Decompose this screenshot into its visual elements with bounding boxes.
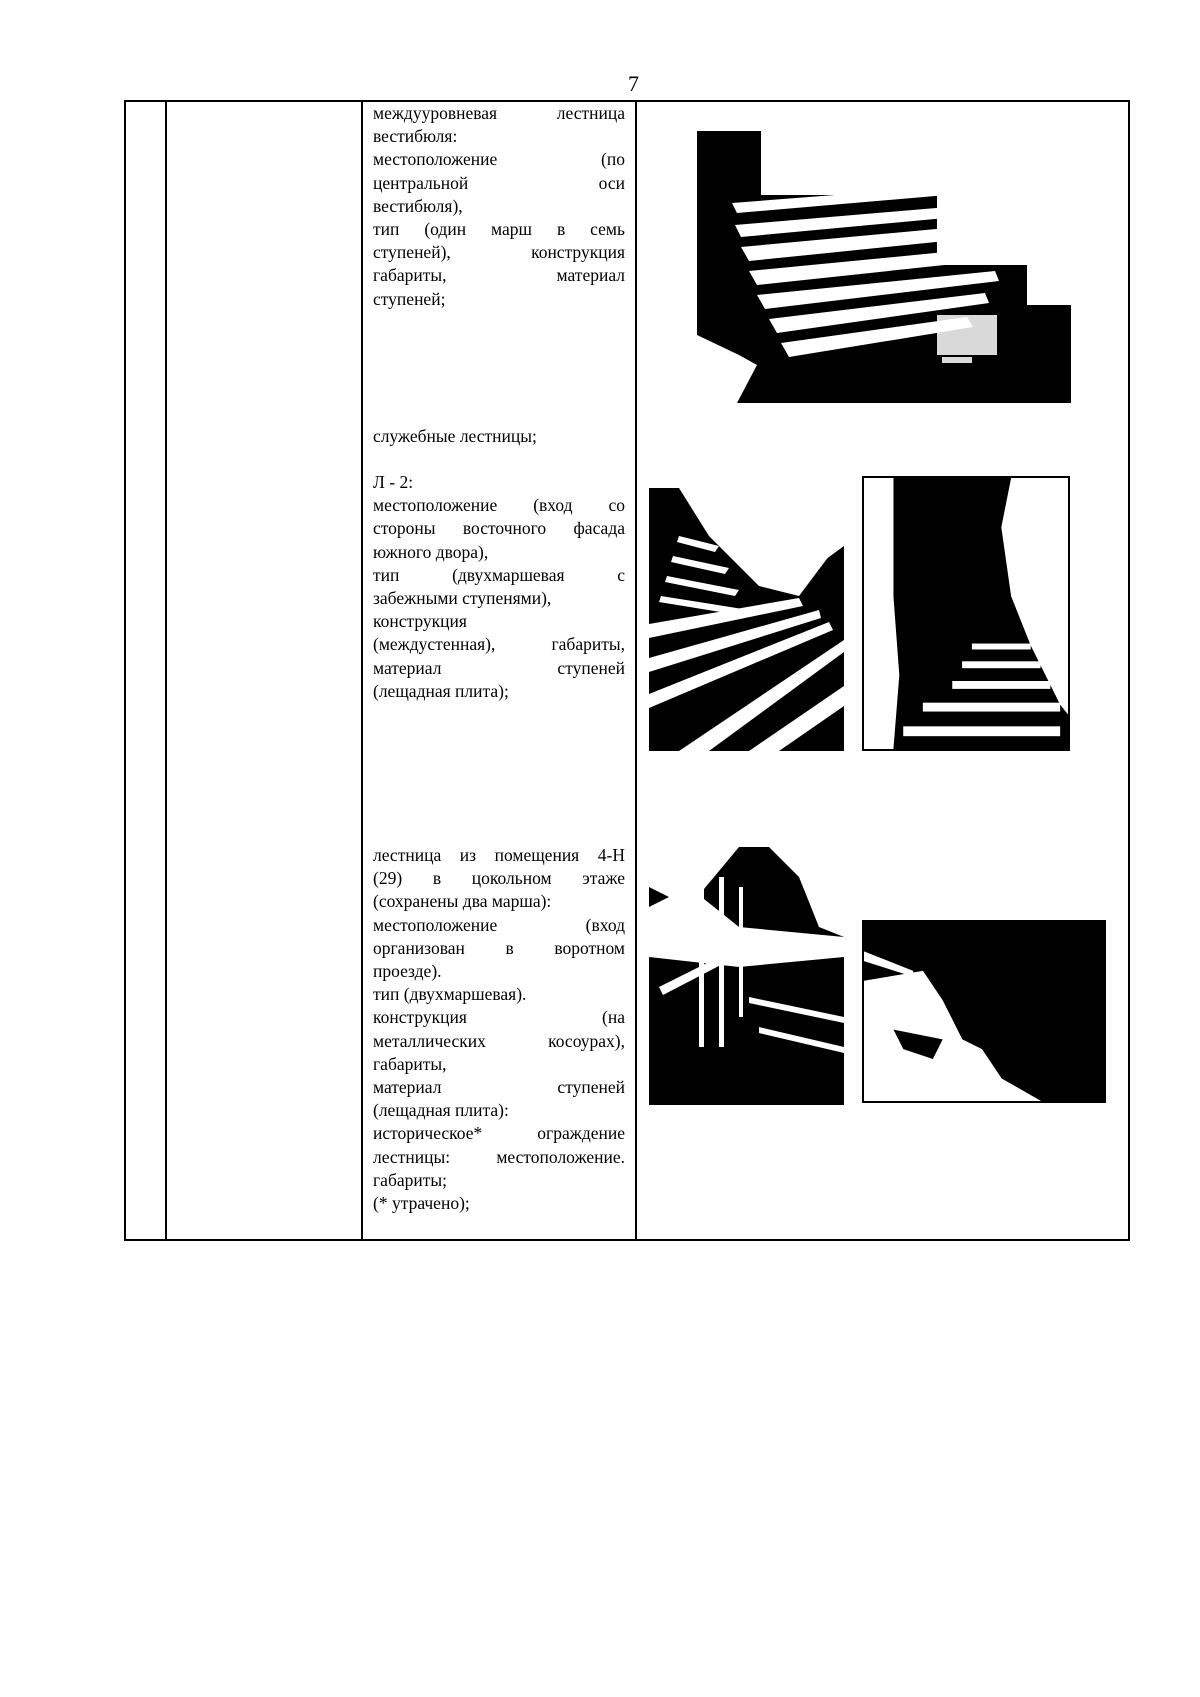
text-line: лестницы: местоположение. — [373, 1146, 625, 1167]
text-line: конструкция (на — [373, 1007, 625, 1028]
photo-vestibule-stair — [697, 125, 1071, 403]
photo-room-stair-right — [862, 920, 1106, 1103]
text-line: ступеней), конструкция — [373, 242, 625, 263]
text-line: стороны восточного фасада — [373, 518, 625, 539]
service-stairs-heading — [373, 425, 625, 448]
column-divider-1 — [165, 100, 167, 1241]
photo-l2-stair-right — [862, 476, 1070, 751]
text-line: габариты, материал — [373, 265, 625, 286]
page-number: 7 — [628, 71, 639, 96]
text-line: (29) в цокольном этаже — [373, 868, 625, 889]
text-line: (лещадная плита); — [373, 680, 509, 701]
text-line: центральной оси — [373, 172, 625, 193]
text-line: (* утрачено); — [373, 1193, 470, 1214]
column-divider-3 — [635, 100, 637, 1241]
text-line: тип (двухмаршевая). — [373, 984, 527, 1005]
text-line: Л - 2: — [373, 472, 414, 492]
text-line: южного двора), — [373, 541, 489, 562]
text-line: историческое* ограждение — [373, 1123, 625, 1144]
text-line: местоположение (вход со — [373, 495, 625, 516]
text-line: материал ступеней — [373, 657, 625, 678]
column-divider-2 — [361, 100, 363, 1241]
text-line: конструкция — [373, 611, 467, 632]
text-line: тип (один марш в семь — [373, 219, 625, 240]
text-line: служебные лестницы; — [373, 426, 537, 446]
text-line: забежными ступенями), — [373, 588, 552, 609]
vestibule-stair-description — [373, 102, 625, 311]
text-line: (сохранены два марша): — [373, 891, 552, 912]
text-line: организован в воротном — [373, 937, 625, 958]
text-line: ступеней; — [373, 288, 446, 309]
text-line: лестница из помещения 4-Н — [373, 845, 625, 865]
photo-room-stair-left — [649, 847, 844, 1105]
stair-l2-description — [373, 471, 625, 703]
photo-l2-stair-left — [649, 476, 844, 751]
room-stair-description — [373, 844, 625, 1215]
text-line: (лещадная плита): — [373, 1100, 509, 1121]
text-line: вестибюля), — [373, 195, 463, 216]
text-line: габариты; — [373, 1169, 447, 1190]
text-line: (междустенная), габариты, — [373, 634, 625, 655]
text-line: проезде). — [373, 961, 442, 982]
text-line: вестибюля: — [373, 126, 458, 147]
text-line: габариты, — [373, 1053, 447, 1074]
text-line: местоположение (по — [373, 149, 625, 170]
text-line: материал ступеней — [373, 1077, 625, 1098]
text-line: металлических косоурах), — [373, 1030, 625, 1051]
text-line: тип (двухмаршевая с — [373, 564, 625, 585]
text-line: местоположение (вход — [373, 914, 625, 935]
text-line: междууровневая лестница — [373, 103, 625, 123]
